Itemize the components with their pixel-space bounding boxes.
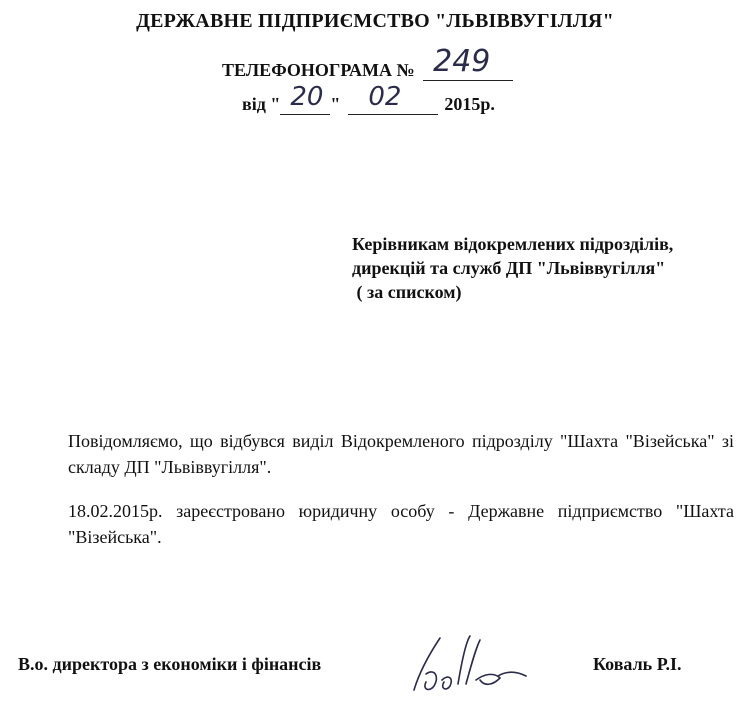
date-month: 02 bbox=[368, 82, 402, 112]
date-day-field bbox=[280, 82, 330, 115]
signer-role: В.о. директора з економіки і фінансів bbox=[18, 654, 322, 674]
date-prefix: від bbox=[242, 94, 266, 114]
date-month-field bbox=[348, 82, 438, 115]
addressee-block bbox=[352, 232, 673, 304]
body-paragraph-2-text: 18.02.2015р. зареєстровано юридичну особу - Державне підприємство "Шахта "Візейська". bbox=[68, 501, 734, 547]
body-paragraph-2 bbox=[18, 498, 734, 550]
organization-title: ДЕРЖАВНЕ ПІДПРИЄМСТВО "ЛЬВІВВУГІЛЛЯ" bbox=[136, 10, 614, 32]
addressee-line-1: Керівникам відокремлених підрозділів, bbox=[352, 234, 674, 254]
date-day: 20 bbox=[290, 82, 324, 112]
signer-name: Коваль Р.І. bbox=[593, 654, 682, 674]
telephonogram-label: ТЕЛЕФОНОГРАМА № bbox=[222, 60, 415, 80]
date-open-quote: " bbox=[270, 94, 281, 114]
body-paragraph-1 bbox=[18, 428, 734, 480]
addressee-line-2: дирекцій та служб ДП "Львіввугілля" bbox=[352, 258, 666, 278]
telephonogram-number-field bbox=[423, 44, 513, 81]
body-paragraph-1-text: Повідомляємо, що відбувся виділ Відокремленого підрозділу "Шахта "Візейська" зі складу ДП "Львіввугілля". bbox=[68, 431, 734, 477]
date-line bbox=[242, 82, 495, 115]
telephonogram-number: 249 bbox=[433, 44, 491, 79]
addressee-line-3: ( за списком) bbox=[352, 282, 462, 302]
date-close-quote: " bbox=[330, 94, 341, 114]
handwritten-signature bbox=[400, 630, 530, 700]
telephonogram-line bbox=[222, 44, 513, 81]
date-year: 2015р. bbox=[444, 94, 495, 114]
